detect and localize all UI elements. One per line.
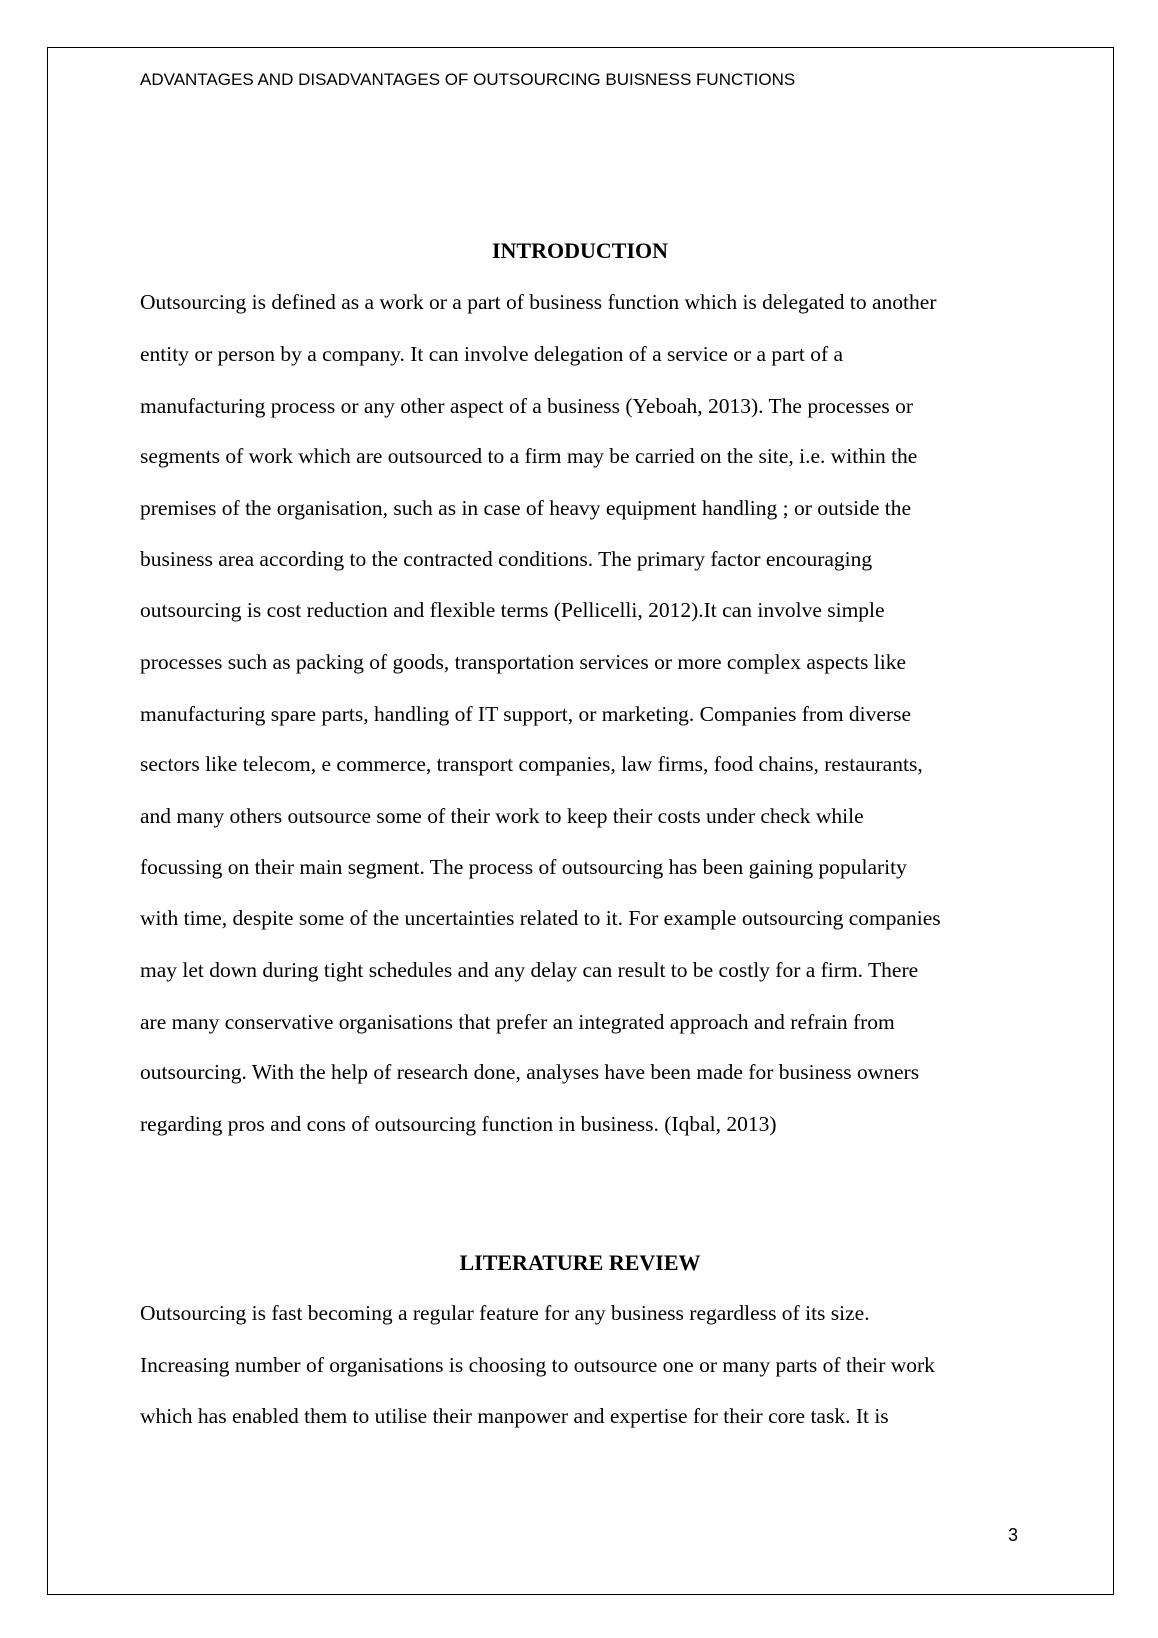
introduction-heading: INTRODUCTION xyxy=(491,238,669,263)
introduction-line: manufacturing process or any other aspect of a business (Yeboah, 2013). The processes or xyxy=(140,394,914,418)
literature-review-line: which has enabled them to utilise their manpower and expertise for their core task. It is xyxy=(140,1404,889,1428)
introduction-line: outsourcing. With the help of research done, analyses have been made for business owners xyxy=(140,1060,920,1084)
introduction-line: outsourcing is cost reduction and flexible terms (Pellicelli, 2012).It can involve simple xyxy=(140,598,885,622)
introduction-line: premises of the organisation, such as in case of heavy equipment handling ; or outside the xyxy=(140,496,912,520)
introduction-line: focussing on their main segment. The process of outsourcing has been gaining popularity xyxy=(140,855,907,879)
introduction-line: may let down during tight schedules and any delay can result to be costly for a firm. There xyxy=(140,958,919,982)
introduction-line: processes such as packing of goods, transportation services or more complex aspects like xyxy=(140,650,907,674)
introduction-line: with time, despite some of the uncertainties related to it. For example outsourcing companies xyxy=(140,906,941,930)
introduction-line: manufacturing spare parts, handling of IT support, or marketing. Companies from diverse xyxy=(140,702,912,726)
literature-review-heading: LITERATURE REVIEW xyxy=(459,1250,701,1275)
running-header: ADVANTAGES AND DISADVANTAGES OF OUTSOURCING BUISNESS FUNCTIONS xyxy=(140,70,796,89)
literature-review-line: Increasing number of organisations is choosing to outsource one or many parts of their work xyxy=(140,1353,935,1377)
literature-review-line: Outsourcing is fast becoming a regular feature for any business regardless of its size. xyxy=(140,1301,870,1325)
introduction-line: Outsourcing is defined as a work or a part of business function which is delegated to another xyxy=(140,290,937,314)
introduction-line: are many conservative organisations that prefer an integrated approach and refrain from xyxy=(140,1010,895,1034)
introduction-line: segments of work which are outsourced to a firm may be carried on the site, i.e. within the xyxy=(140,444,918,468)
introduction-line: sectors like telecom, e commerce, transport companies, law firms, food chains, restaurants, xyxy=(140,752,923,776)
introduction-line: and many others outsource some of their work to keep their costs under check while xyxy=(140,804,864,828)
introduction-line: regarding pros and cons of outsourcing function in business. (Iqbal, 2013) xyxy=(140,1112,777,1136)
introduction-line: entity or person by a company. It can involve delegation of a service or a part of a xyxy=(140,342,844,366)
page-number: 3 xyxy=(1008,1525,1019,1545)
introduction-line: business area according to the contracted conditions. The primary factor encouraging xyxy=(140,547,873,571)
